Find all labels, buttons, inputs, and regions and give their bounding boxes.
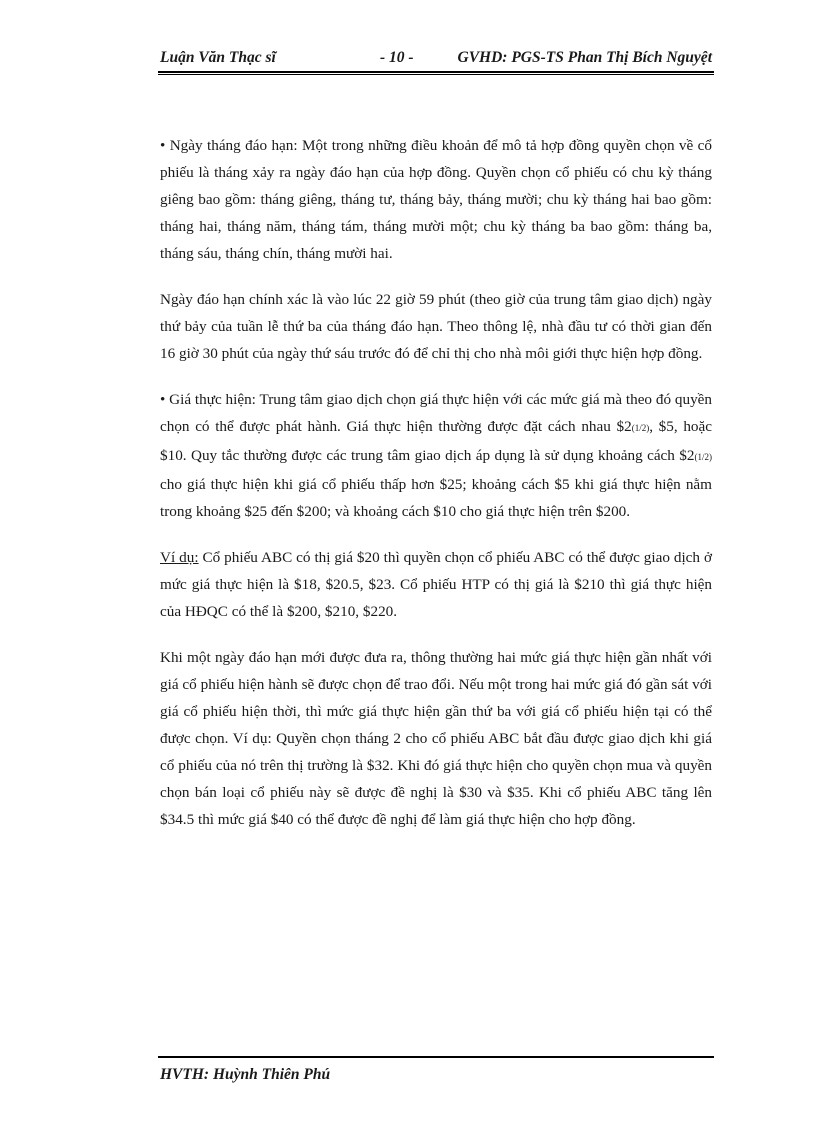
strike-price-text-1: • Giá thực hiện: Trung tâm giao dịch chọn giá thực hiện với các mức giá mà theo đó quyền chọn có thể được phát hành. Giá thực hiện thường được đặt cách nhau $2 [160, 391, 712, 435]
advisor-name: GVHD: PGS-TS Phan Thị Bích Nguyệt [457, 49, 712, 66]
page-footer: HVTH: Huỳnh Thiên Phú [160, 1066, 331, 1083]
paragraph-example [160, 544, 712, 625]
thesis-title: Luận Văn Thạc sĩ [160, 49, 276, 66]
page-header [160, 49, 712, 71]
example-text: Cổ phiếu ABC có thị giá $20 thì quyền chọn cổ phiếu ABC có thể được giao dịch ở mức giá thực hiện là $18, $20.5, $23. Cổ phiếu HTP có thị giá là $210 thì giá thực hiện của HĐQC có thể là $200, $210, $220. [160, 549, 712, 620]
paragraph-strike-price [160, 386, 712, 525]
strike-price-text-3: cho giá thực hiện khi giá cổ phiếu thấp hơn $25; khoảng cách $5 khi giá thực hiện nằm trong khoảng $25 đến $200; và khoảng cách $10 cho giá thực hiện trên $200. [160, 476, 712, 520]
footer-rule [158, 1056, 714, 1058]
fraction-subscript: (1/2) [631, 423, 650, 433]
paragraph-expiration-time: Ngày đáo hạn chính xác là vào lúc 22 giờ 59 phút (theo giờ của trung tâm giao dịch) ngày thứ bảy của tuần lễ thứ ba của tháng đáo hạn. Theo thông lệ, nhà đầu tư có thời gian đến 16 giờ 30 phút của ngày thứ sáu trước đó để chỉ thị cho nhà môi giới thực hiện hợp đồng. [160, 291, 712, 362]
page-body [160, 132, 712, 852]
strike-price-text-2: , $5, hoặc $10. Quy tắc thường được các trung tâm giao dịch áp dụng là sử dụng khoảng cách $2 [160, 418, 712, 464]
fraction-subscript: (1/2) [694, 452, 712, 462]
header-rule-thin [158, 74, 714, 75]
paragraph-expiration-date: • Ngày tháng đáo hạn: Một trong những điều khoản để mô tả hợp đồng quyền chọn về cổ phiếu là tháng xảy ra ngày đáo hạn của hợp đồng. Quyền chọn cổ phiếu có chu kỳ tháng giêng bao gồm: tháng giêng, tháng tư, tháng bảy, tháng mười; chu kỳ tháng hai bao gồm: tháng hai, tháng năm, tháng tám, tháng mười một; chu kỳ tháng ba bao gồm: tháng ba, tháng sáu, tháng chín, tháng mười hai. [160, 137, 712, 262]
page-number: - 10 - [380, 49, 414, 66]
example-label: Ví dụ: [160, 549, 199, 566]
paragraph-new-expiration: Khi một ngày đáo hạn mới được đưa ra, thông thường hai mức giá thực hiện gần nhất với giá cổ phiếu hiện hành sẽ được chọn để trao đổi. Nếu một trong hai mức giá đó gần sát với giá cổ phiếu hiện thời, thì mức giá thực hiện gần thứ ba với giá cổ phiếu hiện tại có thể được chọn. Ví dụ: Quyền chọn tháng 2 cho cổ phiếu ABC bắt đầu được giao dịch khi giá cổ phiếu của nó trên thị trường là $32. Khi đó giá thực hiện cho quyền chọn mua và quyền chọn bán loại cổ phiếu này sẽ được đề nghị là $30 và $35. Khi cổ phiếu ABC tăng lên $34.5 thì mức giá $40 có thể được đề nghị để làm giá thực hiện cho hợp đồng. [160, 649, 712, 828]
header-rule [158, 71, 714, 73]
